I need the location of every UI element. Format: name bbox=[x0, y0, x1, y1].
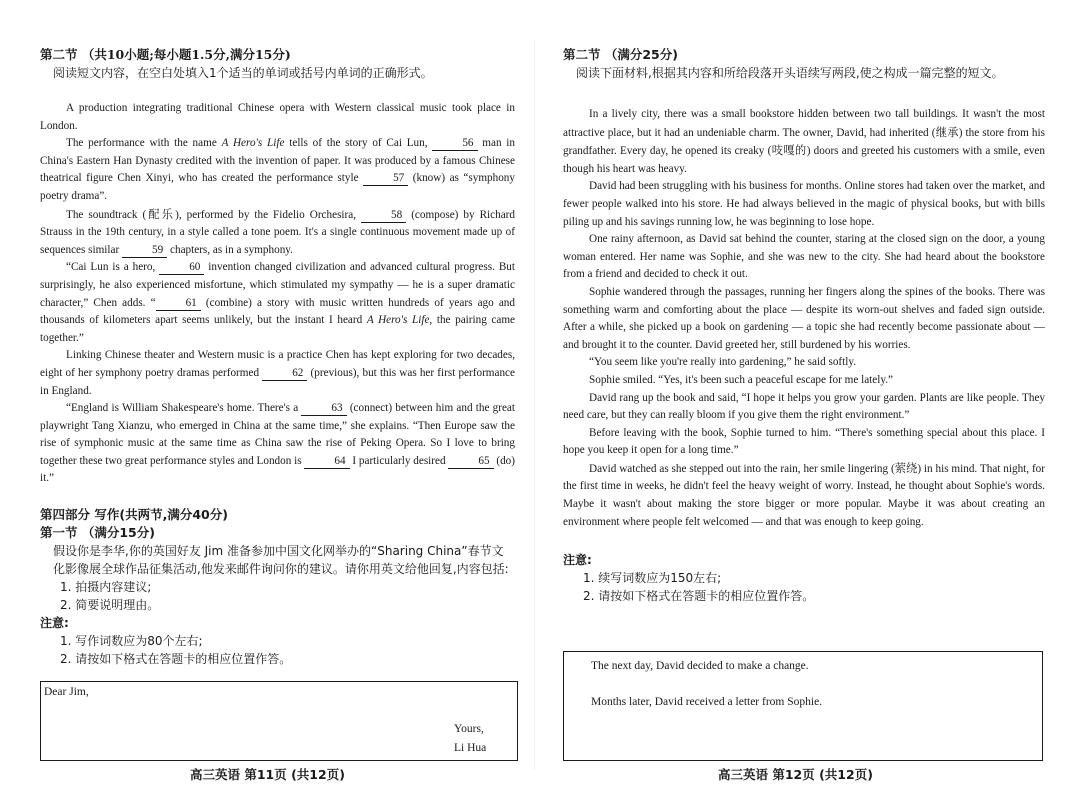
section-instruction: 阅读下面材料,根据其内容和所给段落开头语续写两段,使之构成一篇完整的短文。 bbox=[576, 66, 1004, 80]
paragraph bbox=[563, 460, 1045, 531]
paragraph bbox=[40, 206, 515, 260]
text: A production integrating traditional Chinese opera with Western classical music took place in London. bbox=[40, 102, 515, 132]
text: “Cai Lun is a hero, bbox=[66, 261, 160, 274]
text: (combine) a story with music written hundreds of years ago and thousands of kilometers apart seems unlikely, but the instant I heard bbox=[40, 296, 515, 327]
text: I particularly desired bbox=[349, 454, 449, 467]
paragraph-starter: The next day, David decided to make a change. bbox=[591, 660, 809, 672]
note-label: 注意: bbox=[563, 553, 592, 568]
paragraph bbox=[40, 135, 515, 205]
note-item: 1. 续写词数应为150左右; bbox=[583, 571, 722, 586]
italic-title: A Hero's Life bbox=[221, 137, 285, 150]
blank-59: 59 bbox=[122, 244, 167, 258]
paragraph: Sophie smiled. “Yes, it's been such a peaceful escape for me lately.” bbox=[589, 373, 893, 386]
text: The performance with the name bbox=[66, 137, 222, 150]
letter-greeting: Dear Jim, bbox=[44, 686, 89, 698]
text: The soundtrack ( bbox=[66, 208, 147, 221]
blank-57: 57 bbox=[363, 172, 408, 186]
paragraph bbox=[563, 106, 1045, 178]
blank-63: 63 bbox=[301, 402, 346, 416]
blank-61: 61 bbox=[156, 297, 201, 311]
text: ) the store from his grandfather. Every day, he opened its creaky ( bbox=[563, 126, 1045, 158]
paragraph: “You seem like you're really into gardening,” he said softly. bbox=[589, 356, 857, 369]
cn-gloss: 继承 bbox=[935, 125, 959, 139]
text: invention changed civilization and advanced cultural progress. But surprisingly, he also experienced misfortune, which stimulated my sympathy — he is a super dramatic character,” Chen adds. “ bbox=[40, 261, 515, 309]
blank-58: 58 bbox=[361, 209, 406, 223]
paragraph: David had been struggling with his business for months. Online stores had taken over the market, and fewer people walked into his store. He had always believed in the magic of physical books, but with bills piling up and his savings running low, he was beginning to lose hope. bbox=[563, 180, 1045, 228]
text: (know) as “symphony poetry drama”. bbox=[40, 172, 515, 202]
text: (previous), but this was her first performance in England. bbox=[40, 366, 515, 397]
note-item: 2. 请按如下格式在答题卡的相应位置作答。 bbox=[60, 652, 292, 667]
text: “England is William Shakespeare's home. There's a bbox=[66, 402, 302, 415]
note-label: 注意: bbox=[40, 616, 69, 631]
text: ) doors and greeted his customers with a smile, even though his heart was heavy. bbox=[563, 145, 1045, 175]
note-item: 2. 请按如下格式在答题卡的相应位置作答。 bbox=[583, 589, 815, 604]
paragraph-starter: Months later, David received a letter from Sophie. bbox=[591, 696, 823, 708]
paragraph: One rainy afternoon, as David sat behind the counter, staring at the closed sign on the door, a young woman entered. Her name was Sophie, and she was new to the city. She had heard about the bookstore from a friend and decided to check it out. bbox=[563, 233, 1045, 281]
blank-60: 60 bbox=[159, 261, 204, 275]
section-title: 第二节 （满分25分) bbox=[563, 47, 678, 62]
paragraph bbox=[40, 259, 515, 347]
part-title: 第四部分 写作(共两节,满分40分) bbox=[40, 507, 228, 523]
paragraph: Sophie wandered through the passages, running her fingers along the spines of the books. There was something warm and comforting about the place — despite its worn-out shelves and faded sign outside. After a while, she picked up a book on gardening — a topic she had recently become passionate about — and brought it to the counter. David greeted her, still burdened by his worries. bbox=[563, 285, 1045, 351]
text: (connect) between him and the great playwright Tang Xianzu, who emerged in China at the same time,” she explains. “Then Europe saw the rise of symphonic music at the same time as China saw the rise of Peking Opera. So I love to bring together these two great performance styles and London is bbox=[40, 402, 515, 467]
blank-64: 64 bbox=[304, 455, 349, 469]
text: man in China's Eastern Han Dynasty credited with the invention of paper. It was produced by a famous Chinese theatrical figure Chen Xinyi, who has created the performance style bbox=[40, 137, 516, 185]
blank-62: 62 bbox=[262, 367, 307, 381]
task-item: 2. 简要说明理由。 bbox=[60, 598, 160, 613]
letter-closing: Yours, bbox=[454, 723, 484, 735]
text: David watched as she stepped out into the rain, her smile lingering ( bbox=[589, 462, 895, 475]
cn-gloss: 吱嘎的 bbox=[771, 144, 807, 158]
cn-gloss: 萦绕 bbox=[894, 461, 918, 475]
blank-65: 65 bbox=[448, 455, 493, 469]
paragraph bbox=[40, 347, 515, 400]
paragraph bbox=[40, 100, 515, 135]
text: , the pairing came together.” bbox=[40, 314, 516, 344]
paragraph bbox=[40, 400, 515, 488]
letter-signature: Li Hua bbox=[454, 742, 487, 754]
paragraph: Before leaving with the book, Sophie turned to him. “There's something special about this place. I hope you keep it open for a long time.” bbox=[563, 426, 1045, 457]
text: chapters, as in a symphony. bbox=[167, 243, 293, 256]
text: ), performed by the Fidelio Orchesira, bbox=[175, 208, 362, 221]
page-footer: 高三英语 第12页 (共12页) bbox=[718, 767, 873, 782]
blank-56: 56 bbox=[432, 137, 477, 151]
page-footer: 高三英语 第11页 (共12页) bbox=[190, 767, 345, 782]
task-item: 1. 拍摄内容建议; bbox=[60, 580, 152, 595]
note-item: 1. 写作词数应为80个左右; bbox=[60, 634, 203, 649]
text: tells of the story of Cai Lun, bbox=[284, 137, 433, 150]
section-instruction: 阅读短文内容，在空白处填入1个适当的单词或括号内单词的正确形式。 bbox=[53, 66, 433, 80]
writing-task: 假设你是李华,你的英国好友 Jim 准备参加中国文化网举办的“Sharing China”春节文化影像展全球作品征集活动,他发来邮件询问你的建议。请你用英文给他回复,内容包括: bbox=[53, 544, 509, 577]
cloze-passage bbox=[40, 100, 515, 488]
text: Linking Chinese theater and Western music is a practice Chen has kept exploring for two decades, eight of her symphony poetry dramas performed bbox=[40, 349, 515, 379]
section-title: 第一节 （满分15分) bbox=[40, 525, 155, 541]
letter-answer-box bbox=[40, 681, 518, 761]
italic-title: A Hero's Life bbox=[366, 314, 430, 327]
text: ) in his mind. That night, for the first time in weeks, he didn't feel the heavy weight of worry. Instead, he thought about Sophie's words. Maybe it wasn't about making the store bigger or more popular. Maybe it was about creating an environment where people felt welcomed — and that was enough to keep going. bbox=[563, 462, 1045, 528]
story-passage bbox=[563, 106, 1045, 531]
text: In a lively city, there was a small bookstore hidden between two tall buildings. It wasn't the most attractive place, but it had an undeniable charm. The owner, David, had inherited ( bbox=[563, 108, 1045, 139]
section-title: 第二节 （共10小题;每小题1.5分,满分15分) bbox=[40, 47, 291, 62]
paragraph: David rang up the book and said, “I hope it helps you grow your garden. Plants are like people. They need care, but they can really bloom if you give them the right environment.” bbox=[563, 391, 1045, 422]
text: (do) it.” bbox=[40, 454, 515, 485]
text: (compose) by Richard Strauss in the 19th century, in a style called a tone poem. It's a single continuous movement made up of sequences similar bbox=[40, 208, 515, 256]
cn-gloss: 配乐 bbox=[146, 207, 176, 221]
continuation-answer-box bbox=[563, 651, 1043, 761]
